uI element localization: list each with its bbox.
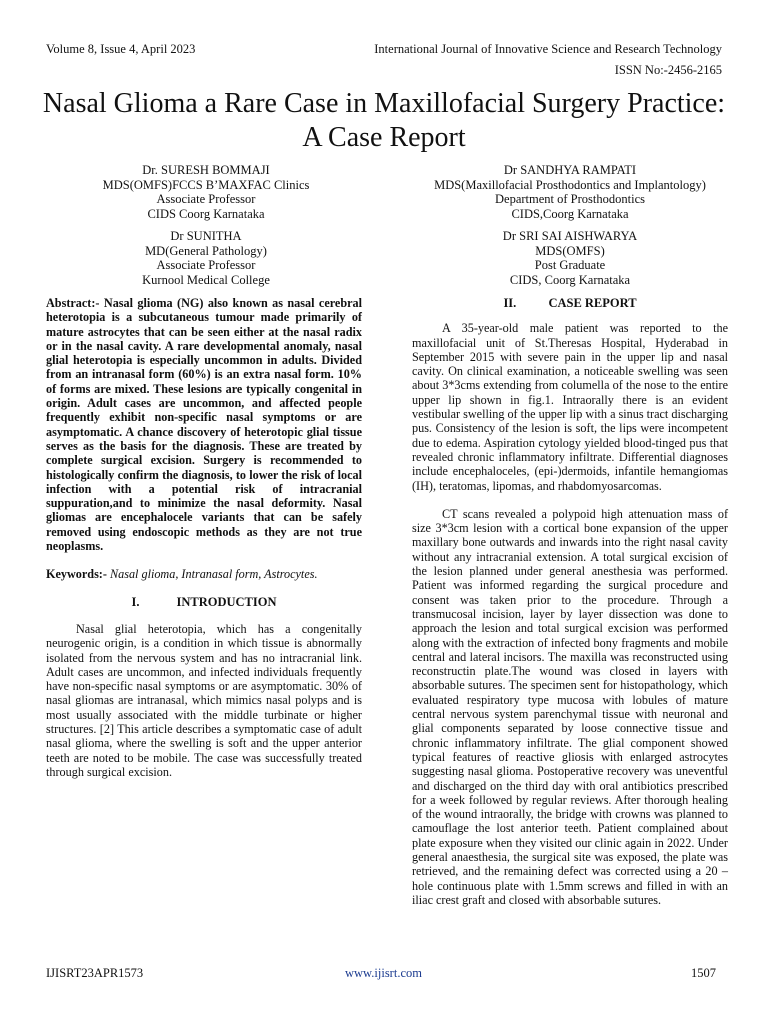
section-title: INTRODUCTION — [176, 594, 277, 609]
author-affiliation: MD(General Pathology) — [145, 243, 267, 258]
abstract-label: Abstract:- — [46, 296, 100, 310]
section-heading-case-report — [412, 296, 728, 310]
footer-paper-id: IJISRT23APR1573 — [46, 966, 144, 980]
right-column — [412, 296, 728, 907]
author-affiliation: Department of Prosthodontics — [495, 192, 645, 206]
abstract — [46, 296, 362, 553]
author-affiliation: Kurnool Medical College — [142, 272, 270, 287]
journal-name: International Journal of Innovative Science and Research Technology — [374, 42, 722, 56]
author-affiliation: MDS(OMFS)FCCS B’MAXFAC Clinics — [102, 177, 310, 192]
paper-title: Nasal Glioma a Rare Case in Maxillofacial Surgery Practice: A Case Report — [42, 88, 726, 153]
section-heading-introduction — [46, 595, 362, 609]
issn: ISSN No:-2456-2165 — [614, 63, 722, 77]
footer-website-link[interactable]: www.ijisrt.com — [345, 966, 422, 980]
author-block-2 — [412, 163, 728, 221]
keywords-label: Keywords:- — [46, 567, 107, 582]
keywords-text: Nasal glioma, Intranasal form, Astrocytes. — [109, 567, 318, 582]
author-affiliation: CIDS,Coorg Karnataka — [511, 206, 629, 221]
keywords — [46, 567, 362, 581]
author-name: Dr SUNITHA — [170, 229, 242, 243]
volume-info: Volume 8, Issue 4, April 2023 — [46, 42, 196, 56]
left-column — [46, 296, 362, 779]
case-report-paragraph-2: CT scans revealed a polypoid high attenuation mass of size 3*3cm lesion with a cortical bone expansion of the upper maxillary bone outwards and inwards into the right nasal cavity without any intracranial extension. A total surgical excision of the lesion planned under general anesthesia was performed. Patient was informed regarding the surgical procedure and consent was taken prior to the procedure. Through a transmucosal incision, layer by layer dissection was done to approach the lesion and total surgical excision was performed along with the extraction of infected bony fragments and mobile central and lateral incisors. The maxilla was reconstructed using reconstructin plate.The wound was closed in layers with absorbable sutures. The specimen sent for histopathology, which evaluated respiratory type mucosa with lobules of mature central nervous system parenchymal tissue with neuronal and glial components separated by loose connective tissue and chronic inflammatory infiltrate. The glial component showed typical features of reactive gliosis with enlarged astrocytes suggesting nasal glioma. Postoperative recovery was uneventful and discharged on the third day with oral antibiotics prescribed for a week followed by regular reviews. After thorough healing of the wound intraorally, the bridge with crowns was planned to camouflage the lost anterior teeth. Patient complained about plate exposure when they visited our clinic again in 2022. Under general anaesthesia, the surgical site was exposed, the plate was retrieved, and the remaining defect was corrected using a 20 –hole continuous plate with 1.5mm screws and filled in with an iliac crest graft and closed with absorbable sutures. — [412, 506, 728, 907]
author-affiliation: Post Graduate — [534, 258, 606, 272]
section-number: II. — [503, 296, 517, 310]
author-affiliation: CIDS Coorg Karnataka — [147, 206, 265, 221]
author-block-1 — [96, 163, 316, 221]
author-affiliation: Associate Professor — [156, 258, 256, 272]
author-name: Dr. SURESH BOMMAJI — [142, 163, 270, 177]
introduction-paragraph: Nasal glial heterotopia, which has a congenitally neurogenic origin, is a condition in which tissue is abnormally isolated from the nervous system and has no intracranial link. Adult cases are uncommon, and infected individuals frequently have non-specific nasal symptoms or are asymptomatic. 30% of nasal gliomas are intranasal, which mimics nasal polyps and is most usually associated with the middle turbinate or higher structures. [2] This article describes a symptomatic case of adult nasal glioma, where the swelling is soft and the upper anterior teeth are noted to be mobile. The case was successfully treated through surgical excision. — [46, 621, 362, 779]
section-title: CASE REPORT — [548, 296, 637, 310]
author-affiliation: MDS(OMFS) — [535, 243, 605, 258]
footer-page-number: 1507 — [691, 966, 716, 980]
author-block-3 — [96, 229, 316, 287]
author-affiliation: CIDS, Coorg Karnataka — [509, 272, 631, 287]
author-affiliation: MDS(Maxillofacial Prosthodontics and Implantology) — [434, 177, 706, 192]
author-block-4 — [412, 229, 728, 287]
section-number: I. — [131, 594, 140, 609]
author-name: Dr SRI SAI AISHWARYA — [502, 229, 638, 243]
author-name: Dr SANDHYA RAMPATI — [503, 163, 637, 177]
case-report-paragraph-1: A 35-year-old male patient was reported to the maxillofacial unit of St.Theresas Hospital, Hyderabad in September 2015 with severe pain in the upper lip and nasal cavity. On clinical examination, a noticeable swelling was seen about 3*3cms extending from columella of the nose to the entire upper lip shown in fig.1. Intraorally there is an evident vestibular swelling of the upper lip with a sinus tract discharging pus. Consistency of the lesion is soft, the lips were incompetent due to edema. Aspiration cytology yielded blood-tinged pus that revealed chronic inflammatory infiltrate. Differential diagnoses include encephaloceles, (epi-)dermoids, infantile hemangiomas (IH), teratomas, lipomas, and rhabdomyosarcomas. — [412, 321, 728, 493]
author-affiliation: Associate Professor — [156, 192, 256, 206]
abstract-text: Nasal glioma (NG) also known as nasal cerebral heterotopia is a subcutaneous tumour made primarily of mature astrocytes that can be seen either at the nasal radix or in the nasal cavity. A rare developmental anomaly, nasal glial heterotopia is especially uncommon in adults. Divided from an intranasal form (60%) is an extra nasal form. 10% of forms are mixed. These lesions are typically congenital in origin. Adult cases are uncommon, and affected people frequently exhibit non-specific nasal symptoms or are asymptomatic. A chance discovery of heterotopic glial tissue serves as the basis for the diagnosis. These are treated by complete surgical excision. Surgery is recommended to histologically confirm the diagnosis, to lower the risk of local infection with a potential risk of intracranial suppuration,and to minimize the nasal deformity. Nasal gliomas are encephalocele variants that can be safely removed using endoscopic methods as they are not true neoplasms. — [46, 296, 362, 554]
